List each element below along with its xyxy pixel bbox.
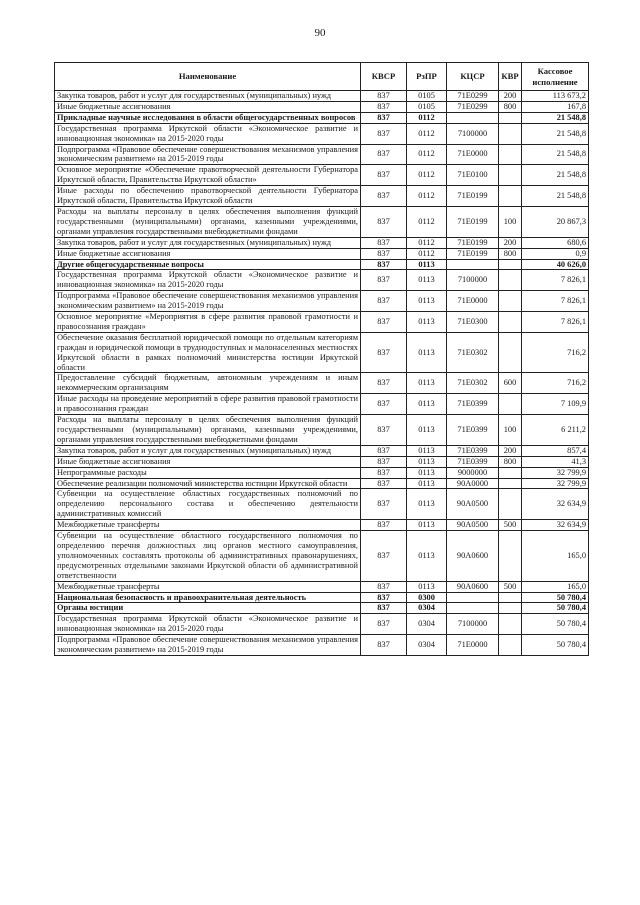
row-rzpr: 0113: [407, 445, 447, 456]
row-kcsr: [447, 603, 499, 614]
row-rzpr: 0113: [407, 531, 447, 582]
row-execution: 21 548,8: [522, 165, 589, 186]
table-row: [55, 478, 589, 489]
header-name: Наименование: [55, 63, 361, 91]
table-body: [55, 91, 589, 656]
row-rzpr: 0113: [407, 312, 447, 333]
row-rzpr: 0304: [407, 614, 447, 635]
row-rzpr: 0300: [407, 592, 447, 603]
row-name: Прикладные научные исследования в области общегосударственных вопросов: [55, 112, 361, 123]
row-kvr: 200: [499, 237, 522, 248]
row-rzpr: 0112: [407, 237, 447, 248]
row-kvsr: 837: [361, 489, 407, 520]
table-row: [55, 520, 589, 531]
row-kcsr: 71Е0000: [447, 144, 499, 165]
row-rzpr: 0112: [407, 144, 447, 165]
table-row: [55, 237, 589, 248]
row-kvsr: 837: [361, 467, 407, 478]
row-execution: 21 548,8: [522, 123, 589, 144]
row-kvr: [499, 332, 522, 373]
row-kvsr: 837: [361, 144, 407, 165]
row-rzpr: 0113: [407, 270, 447, 291]
row-rzpr: 0113: [407, 520, 447, 531]
row-kcsr: 71Е0399: [447, 456, 499, 467]
row-kvr: [499, 478, 522, 489]
row-kvr: [499, 635, 522, 656]
row-kvr: 800: [499, 456, 522, 467]
table-header-row: [55, 63, 589, 91]
row-rzpr: 0113: [407, 291, 447, 312]
row-kvr: 500: [499, 581, 522, 592]
row-execution: 20 867,3: [522, 206, 589, 237]
row-rzpr: 0112: [407, 165, 447, 186]
header-kcsr: КЦСР: [447, 63, 499, 91]
row-name: Органы юстиции: [55, 603, 361, 614]
row-execution: 50 780,4: [522, 592, 589, 603]
row-kvsr: 837: [361, 478, 407, 489]
table-row: [55, 291, 589, 312]
row-name: Подпрограмма «Правовое обеспечение совершенствования механизмов управления экономическим развитием» на 2015-2019 годы: [55, 635, 361, 656]
row-rzpr: 0113: [407, 478, 447, 489]
row-name: Иные бюджетные ассигнования: [55, 248, 361, 259]
row-execution: 50 780,4: [522, 635, 589, 656]
row-execution: 32 799,9: [522, 478, 589, 489]
row-rzpr: 0113: [407, 373, 447, 394]
row-rzpr: 0113: [407, 489, 447, 520]
row-kvsr: 837: [361, 270, 407, 291]
row-kvsr: 837: [361, 186, 407, 207]
row-kvr: [499, 614, 522, 635]
row-execution: 6 211,2: [522, 415, 589, 446]
row-execution: 0,9: [522, 248, 589, 259]
row-execution: 21 548,8: [522, 186, 589, 207]
row-execution: 165,0: [522, 531, 589, 582]
table-row: [55, 101, 589, 112]
row-kvr: 800: [499, 248, 522, 259]
row-kcsr: 71Е0199: [447, 186, 499, 207]
row-kvsr: 837: [361, 259, 407, 270]
row-name: Национальная безопасность и правоохранительная деятельность: [55, 592, 361, 603]
row-rzpr: 0113: [407, 456, 447, 467]
row-rzpr: 0113: [407, 332, 447, 373]
row-execution: 857,4: [522, 445, 589, 456]
row-name: Субвенции на осуществление областных государственных полномочий по определению персонального состава и обеспечению деятельности административных комиссий: [55, 489, 361, 520]
row-kvsr: 837: [361, 445, 407, 456]
row-kvsr: 837: [361, 581, 407, 592]
row-kvsr: 837: [361, 603, 407, 614]
header-execution: Кассовое исполнение: [522, 63, 589, 91]
table-row: [55, 489, 589, 520]
row-name: Субвенции на осуществление областного государственного полномочия по определению перечня должностных лиц органов местного самоуправления, уполномоченных составлять протоколы об административных правонарушениях, предусмотренных отдельными законами Иркутской области об административной ответственности: [55, 531, 361, 582]
row-name: Расходы на выплаты персоналу в целях обеспечения выполнения функций государственными (муниципальными) органами, казенными учреждениями, органами управления государственными внебюджетными фондами: [55, 415, 361, 446]
row-rzpr: 0105: [407, 91, 447, 102]
row-kcsr: 71Е0399: [447, 445, 499, 456]
table-row: [55, 445, 589, 456]
row-execution: 41,3: [522, 456, 589, 467]
row-kcsr: 90А0500: [447, 489, 499, 520]
row-kvr: [499, 592, 522, 603]
row-kcsr: [447, 592, 499, 603]
row-kvr: [499, 270, 522, 291]
row-name: Подпрограмма «Правовое обеспечение совершенствования механизмов управления экономическим развитием» на 2015-2019 годы: [55, 291, 361, 312]
row-kvsr: 837: [361, 456, 407, 467]
row-kcsr: 7100000: [447, 270, 499, 291]
row-name: Межбюджетные трансферты: [55, 520, 361, 531]
row-rzpr: 0112: [407, 112, 447, 123]
row-name: Государственная программа Иркутской области «Экономическое развитие и инновационная экономика» на 2015-2020 годы: [55, 614, 361, 635]
header-kvsr: КВСР: [361, 63, 407, 91]
row-name: Расходы на выплаты персоналу в целях обеспечения выполнения функций государственными (муниципальными) органами, казенными учреждениями, органами управления государственными внебюджетными фондами: [55, 206, 361, 237]
row-kvr: [499, 394, 522, 415]
row-kvsr: 837: [361, 415, 407, 446]
table-row: [55, 312, 589, 333]
row-kcsr: 71Е0100: [447, 165, 499, 186]
row-rzpr: 0113: [407, 467, 447, 478]
row-kcsr: 71Е0199: [447, 206, 499, 237]
table-row: [55, 592, 589, 603]
table-row: [55, 186, 589, 207]
row-execution: 167,8: [522, 101, 589, 112]
row-kcsr: [447, 259, 499, 270]
row-kvsr: 837: [361, 520, 407, 531]
row-rzpr: 0304: [407, 603, 447, 614]
row-name: Основное мероприятие «Мероприятия в сфере развития правовой грамотности и правосознания граждан»: [55, 312, 361, 333]
row-kvsr: 837: [361, 91, 407, 102]
row-kcsr: 71Е0300: [447, 312, 499, 333]
row-kvr: [499, 291, 522, 312]
row-kcsr: 7100000: [447, 123, 499, 144]
table-row: [55, 206, 589, 237]
row-kvsr: 837: [361, 635, 407, 656]
row-kcsr: 71Е0399: [447, 415, 499, 446]
row-kvsr: 837: [361, 123, 407, 144]
row-kcsr: 71Е0399: [447, 394, 499, 415]
row-rzpr: 0112: [407, 206, 447, 237]
table-row: [55, 415, 589, 446]
row-kcsr: 71Е0299: [447, 91, 499, 102]
table-row: [55, 123, 589, 144]
table-row: [55, 112, 589, 123]
row-execution: 716,2: [522, 332, 589, 373]
row-rzpr: 0304: [407, 635, 447, 656]
row-execution: 21 548,8: [522, 144, 589, 165]
row-kcsr: 9000000: [447, 467, 499, 478]
row-kvsr: 837: [361, 248, 407, 259]
table-row: [55, 614, 589, 635]
row-kvr: [499, 489, 522, 520]
row-execution: 50 780,4: [522, 603, 589, 614]
table-row: [55, 332, 589, 373]
row-name: Закупка товаров, работ и услуг для государственных (муниципальных) нужд: [55, 237, 361, 248]
row-name: Обеспечение оказания бесплатной юридической помощи по отдельным категориям граждан и юридической помощи в труднодоступных и малонаселенных местностях Иркутской области в рамках полномочий министерства юстиции Иркутской области: [55, 332, 361, 373]
row-name: Иные бюджетные ассигнования: [55, 456, 361, 467]
row-name: Основное мероприятие «Обеспечение правотворческой деятельности Губернатора Иркутской области, Правительства Иркутской области»: [55, 165, 361, 186]
row-kvsr: 837: [361, 614, 407, 635]
table-row: [55, 91, 589, 102]
row-execution: 7 826,1: [522, 270, 589, 291]
table-row: [55, 144, 589, 165]
row-name: Государственная программа Иркутской области «Экономическое развитие и инновационная экономика» на 2015-2020 годы: [55, 123, 361, 144]
row-kvr: [499, 165, 522, 186]
row-execution: 32 634,9: [522, 520, 589, 531]
row-kvsr: 837: [361, 237, 407, 248]
row-name: Другие общегосударственные вопросы: [55, 259, 361, 270]
row-kvr: 200: [499, 91, 522, 102]
row-kvsr: 837: [361, 332, 407, 373]
page-number: 90: [314, 27, 326, 39]
row-rzpr: 0112: [407, 186, 447, 207]
row-kvsr: 837: [361, 112, 407, 123]
row-kvsr: 837: [361, 291, 407, 312]
table-row: [55, 456, 589, 467]
header-rzpr: РзПР: [407, 63, 447, 91]
row-kvr: 800: [499, 101, 522, 112]
table-row: [55, 270, 589, 291]
row-kvr: [499, 603, 522, 614]
row-execution: 165,0: [522, 581, 589, 592]
row-kvr: [499, 259, 522, 270]
row-kvr: 200: [499, 445, 522, 456]
row-name: Закупка товаров, работ и услуг для государственных (муниципальных) нужд: [55, 91, 361, 102]
row-kvr: 600: [499, 373, 522, 394]
row-kvr: 500: [499, 520, 522, 531]
table-row: [55, 635, 589, 656]
row-kvsr: 837: [361, 206, 407, 237]
row-execution: 7 109,9: [522, 394, 589, 415]
row-name: Государственная программа Иркутской области «Экономическое развитие и инновационная экономика» на 2015-2020 годы: [55, 270, 361, 291]
row-kvr: [499, 467, 522, 478]
row-kcsr: [447, 112, 499, 123]
row-kvsr: 837: [361, 531, 407, 582]
row-execution: 40 626,0: [522, 259, 589, 270]
row-execution: 680,6: [522, 237, 589, 248]
row-kcsr: 71Е0302: [447, 332, 499, 373]
row-kcsr: 71Е0302: [447, 373, 499, 394]
row-kcsr: 71Е0000: [447, 291, 499, 312]
row-kvsr: 837: [361, 592, 407, 603]
row-kvsr: 837: [361, 101, 407, 112]
row-execution: 7 826,1: [522, 291, 589, 312]
row-name: Межбюджетные трансферты: [55, 581, 361, 592]
row-kvsr: 837: [361, 373, 407, 394]
budget-table-container: [54, 62, 588, 656]
row-name: Предоставление субсидий бюджетным, автономным учреждениям и иным некоммерческим организациям: [55, 373, 361, 394]
row-kcsr: 90А0000: [447, 478, 499, 489]
header-kvr: КВР: [499, 63, 522, 91]
row-execution: 50 780,4: [522, 614, 589, 635]
row-rzpr: 0113: [407, 394, 447, 415]
row-name: Подпрограмма «Правовое обеспечение совершенствования механизмов управления экономическим развитием» на 2015-2019 годы: [55, 144, 361, 165]
row-rzpr: 0113: [407, 415, 447, 446]
row-kvr: [499, 123, 522, 144]
row-kcsr: 90А0500: [447, 520, 499, 531]
row-kvr: [499, 144, 522, 165]
row-kvsr: 837: [361, 394, 407, 415]
row-kvr: [499, 531, 522, 582]
row-name: Иные бюджетные ассигнования: [55, 101, 361, 112]
row-kvr: [499, 112, 522, 123]
row-kvsr: 837: [361, 165, 407, 186]
row-execution: 113 673,2: [522, 91, 589, 102]
row-kvr: [499, 186, 522, 207]
row-execution: 716,2: [522, 373, 589, 394]
table-row: [55, 248, 589, 259]
table-row: [55, 259, 589, 270]
row-rzpr: 0113: [407, 259, 447, 270]
table-row: [55, 394, 589, 415]
table-row: [55, 531, 589, 582]
row-kcsr: 90А0600: [447, 531, 499, 582]
row-execution: 21 548,8: [522, 112, 589, 123]
table-row: [55, 603, 589, 614]
row-rzpr: 0105: [407, 101, 447, 112]
row-kvr: 100: [499, 415, 522, 446]
table-row: [55, 581, 589, 592]
row-execution: 32 634,9: [522, 489, 589, 520]
row-kvr: 100: [499, 206, 522, 237]
row-name: Иные расходы на проведение мероприятий в сфере развития правовой грамотности и правосознания граждан: [55, 394, 361, 415]
row-name: Непрограммные расходы: [55, 467, 361, 478]
row-execution: 32 799,9: [522, 467, 589, 478]
table-row: [55, 165, 589, 186]
row-rzpr: 0112: [407, 123, 447, 144]
row-name: Обеспечение реализации полномочий министерства юстиции Иркутской области: [55, 478, 361, 489]
row-kvsr: 837: [361, 312, 407, 333]
row-kcsr: 71Е0000: [447, 635, 499, 656]
row-kcsr: 71Е0299: [447, 101, 499, 112]
table-row: [55, 373, 589, 394]
row-rzpr: 0113: [407, 581, 447, 592]
row-kcsr: 7100000: [447, 614, 499, 635]
row-kcsr: 71Е0199: [447, 248, 499, 259]
row-execution: 7 826,1: [522, 312, 589, 333]
budget-table: [54, 62, 589, 656]
row-kcsr: 71Е0199: [447, 237, 499, 248]
row-kcsr: 90А0600: [447, 581, 499, 592]
row-name: Иные расходы по обеспечению правотворческой деятельности Губернатора Иркутской области, Правительства Иркутской области: [55, 186, 361, 207]
row-kvr: [499, 312, 522, 333]
table-row: [55, 467, 589, 478]
row-rzpr: 0112: [407, 248, 447, 259]
row-name: Закупка товаров, работ и услуг для государственных (муниципальных) нужд: [55, 445, 361, 456]
